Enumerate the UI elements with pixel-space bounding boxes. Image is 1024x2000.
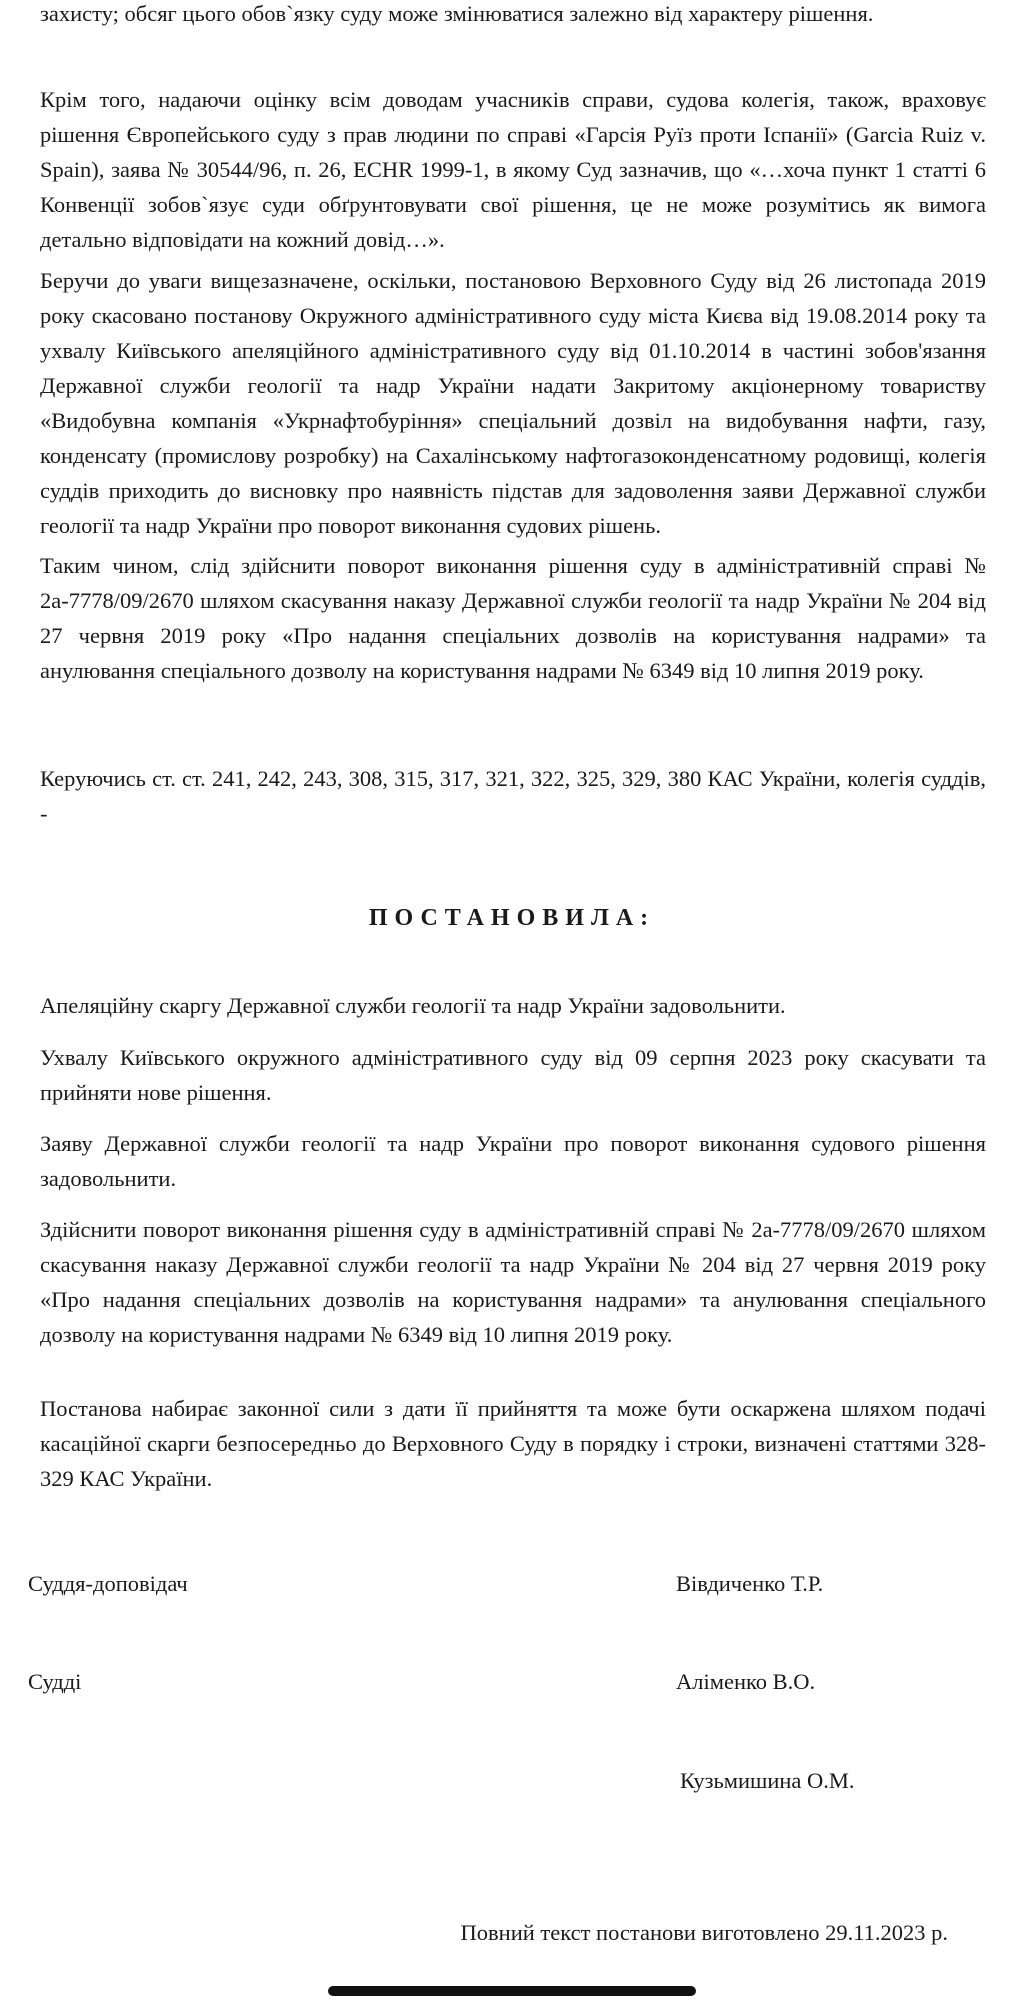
paragraph-reversal-conclusion: Таким чином, слід здійснити поворот виконання рішення суду в адміністративній справі № 2а-7778/09/2670 шляхом скасування наказу Державної служби геології та надр України № 204 від 27 червня 2019 року «Про надання спеціальних дозволів на користування надрами» та анулювання спеціального дозволу на користування надрами № 6349 від 10 липня 2019 року. — [40, 553, 986, 683]
reporter-name: Вівдиченко Т.Р. — [676, 1571, 824, 1596]
resolution-item-effect: Постанова набирає законної сили з дати її прийняття та може бути оскаржена шляхом подачі касаційної скарги безпосередньо до Верховного Суду в порядку і строки, визначені статтями 328-329 КАС України. — [40, 1396, 986, 1491]
home-indicator-bar[interactable] — [328, 1986, 696, 1996]
judge-name-kuzmyshyna: Кузьмишина О.М. — [680, 1768, 855, 1793]
paragraph-continuation: захисту; обсяг цього обов`язку суду може змінюватися залежно від характеру рішення. — [40, 1, 874, 26]
resolution-item-appeal: Апеляційну скаргу Державної служби геології та надр України задовольнити. — [40, 993, 786, 1018]
paragraph-legal-basis: Керуючись ст. ст. 241, 242, 243, 308, 315, 317, 321, 322, 325, 329, 380 КАС України, колегія суддів, - — [40, 766, 986, 826]
judges-label: Судді — [28, 1669, 82, 1694]
resolution-item-application: Заяву Державної служби геології та надр України про поворот виконання судового рішення задовольнити. — [40, 1131, 986, 1191]
resolution-heading: ПОСТАНОВИЛА: — [368, 905, 656, 931]
full-text-date-note: Повний текст постанови виготовлено 29.11.2023 р. — [460, 1920, 948, 1945]
resolution-item-ruling: Ухвалу Київського окружного адміністративного суду від 09 серпня 2023 року скасувати та прийняти нове рішення. — [40, 1045, 986, 1105]
judge-name-alimenko: Аліменко В.О. — [676, 1669, 816, 1694]
reporter-label: Суддя-доповідач — [28, 1571, 188, 1596]
resolution-item-reversal: Здійснити поворот виконання рішення суду в адміністративній справі № 2а-7778/09/2670 шляхом скасування наказу Державної служби геології та надр України № 204 від 27 червня 2019 року «Про надання спеціальних дозволів на користування надрами» та анулювання спеціального дозволу на користування надрами № 6349 від 10 липня 2019 року. — [40, 1217, 986, 1347]
paragraph-echr-reference: Крім того, надаючи оцінку всім доводам учасників справи, судова колегія, також, враховує рішення Європейського суду з прав людини по справі «Гарсія Руїз проти Іспанії» (Garcia Ruiz v. Spain), заява № 30544/96, п. 26, ECHR 1999-1, в якому Суд зазначив, що «…хоча пункт 1 статті 6 Конвенції зобов`язує суди обґрунтовувати свої рішення, це не може розумітись як вимога детально відповідати на кожний довід…». — [40, 87, 986, 252]
paragraph-supreme-court-ruling: Беручи до уваги вищезазначене, оскільки, постановою Верховного Суду від 26 листопада 2019 року скасовано постанову Окружного адміністративного суду міста Києва від 19.08.2014 року та ухвалу Київського апеляційного адміністративного суду від 01.10.2014 в частині зобов'язання Державної служби геології та надр України надати Закритому акціонерному товариству «Видобувна компанія «Укрнафтобуріння» спеціальний дозвіл на видобування нафти, газу, конденсату (промислову розробку) на Сахалінському нафтогазоконденсатному родовищі, колегія суддів приходить до висновку про наявність підстав для задоволення заяви Державної служби геології та надр України про поворот виконання судових рішень. — [40, 268, 986, 538]
